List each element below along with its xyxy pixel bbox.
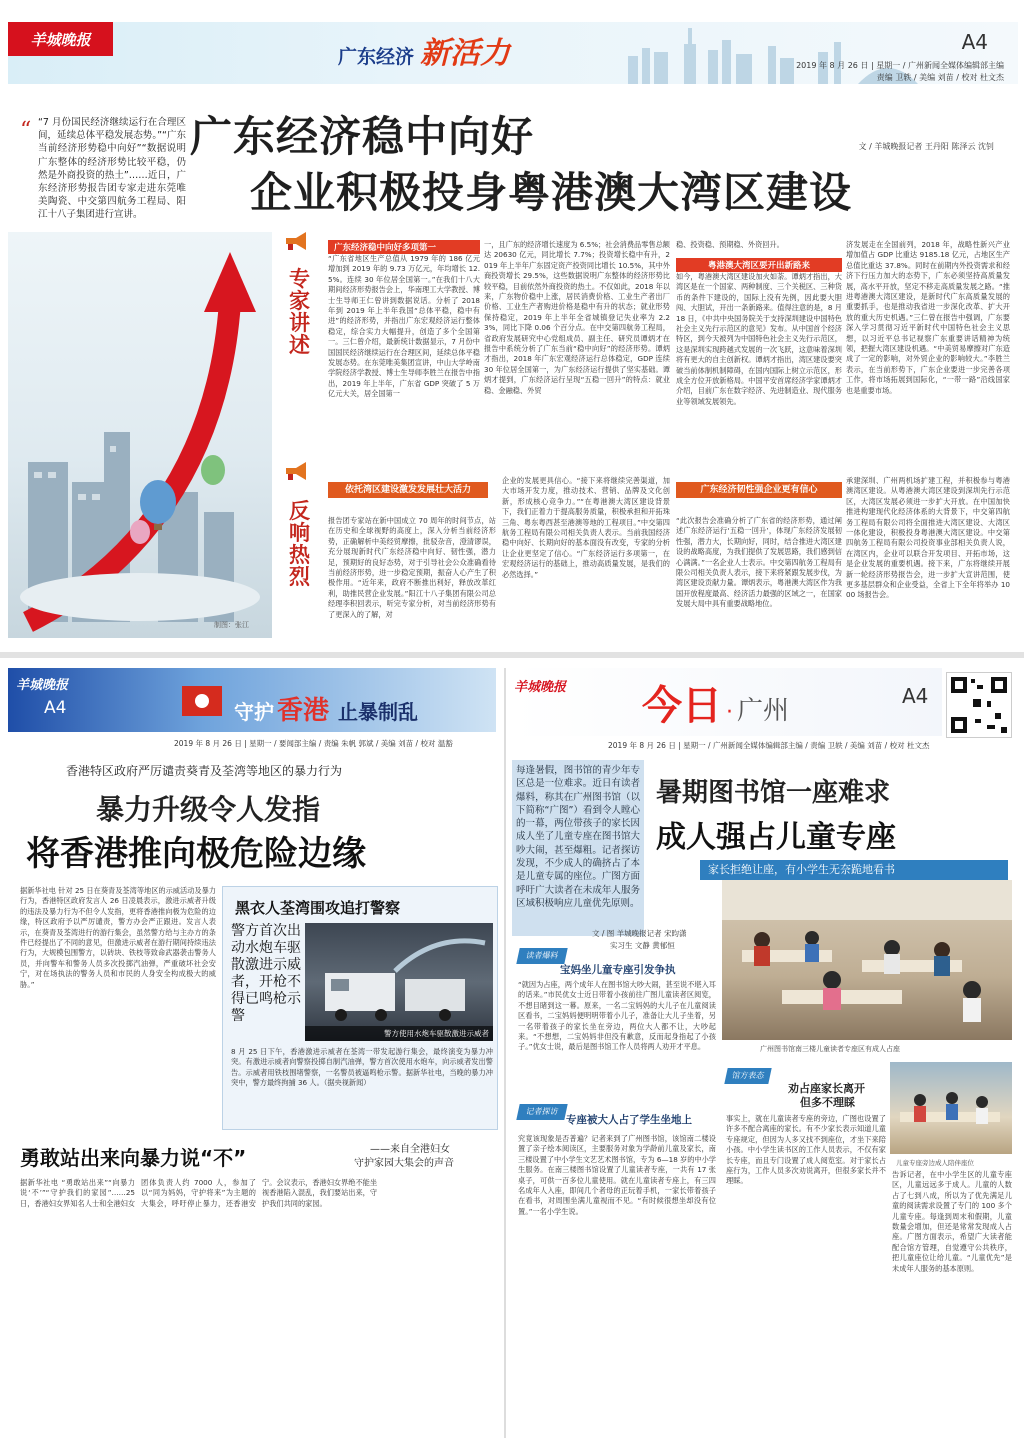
gz-photo-1-caption: 广州图书馆南三楼儿童读者专座区有成人占座	[760, 1045, 900, 1053]
gz-subhead-3b: 但多不理睬	[800, 1096, 855, 1109]
hk-headline-2: 将香港推向极危险边缘	[26, 834, 366, 874]
hk-page-number: A4	[44, 698, 67, 718]
gz-lead-box	[512, 760, 644, 936]
gz-byline-1: 文 / 图 羊城晚报记者 宋昀潇	[592, 929, 687, 938]
illustration-rising-arrow	[8, 232, 272, 638]
gz-section-banner	[512, 668, 942, 736]
hk-section-banner	[8, 668, 496, 732]
lead-paragraph: “7 月份国民经济继续运行在合理区间，延续总体平稳发展态势。”“广东当前经济形势稳中向好”“数据说明广东整体的经济形势比较平稳，仍然是外商投资的热土”……近日，广东经济形势报告团专家走进东莞唯美陶瓷、中交第四航务工程局、阳江十八子集团进行宣讲。	[38, 117, 186, 221]
gz-byline-2: 实习生 文静 黄郁恒	[610, 941, 675, 950]
hk-dateline: 2019 年 8 月 26 日 | 星期一 / 要闻部主编 / 责编 朱帆 郭斌 / 美编 刘苗 / 校对 温豁	[174, 739, 453, 748]
hk-box-title: 黑衣人荃湾围攻追打警察	[235, 899, 401, 917]
article-column-1: “广东省地区生产总值从 1979 年的 186 亿元增加到 2019 年的 9.73 万亿元，年均增长 12.5%。连续 30 年位居全国第一。”在我们十八大期间经济形势报告会上，华南理工大学教授、博士生导师王仁曾讲到数据说话。分析了 2018 年到 2019 年上半年我国“总体平稳，稳中有进”的经济形势，并指出广东宏观经济运行整体稳定，综合实力大幅提升，创造了多个全国第一。三仁曾介绍，最新统计数据显示，7 月份中国国民经济继续运行在合理区间，延续总体平稳发展态势。在东莞唯美集团宣讲，中山大学岭南学院经济学教授、博士生导师李胜兰在报告中指出，2019 年上半年，广东省 GDP 突破了 5 万亿元大关，居全国第一	[328, 254, 480, 399]
vertical-divider	[504, 668, 506, 1438]
hk-second-sub-2: 守护家园大集会的声音	[354, 1158, 454, 1169]
rising-arrow-graphic	[8, 232, 272, 638]
hk-kicker: 香港特区政府严厉谴责葵青及荃湾等地区的暴力行为	[66, 764, 343, 778]
hk-flag-graphic	[182, 686, 222, 716]
gz-page-number: A4	[902, 684, 929, 708]
hk-second-article: 据新华社电 “勇敢站出来”“向暴力说‘不’”“守护我们的家园”……25 日，香港妇女界知名人士和全港妇女团体负责人约 7000 人，参加了以“同为妈妈，守护将来”为主题的大集会，呼吁停止暴力，还香港安宁。会议表示，香港妇女界绝不能坐视香港陷入混乱，我们要站出来，守护我们共同的家园。	[20, 1178, 378, 1208]
article-column-5: 报告团专家站在新中国成立 70 周年的时间节点，站在历史和全球视野的高度上，深入分析当前经济形势，正确解析中美经贸摩擦，批驳杂音，澄清谬误，充分展现新时代广东经济稳中向好、韧性强，潜力足，预期好的良好态势，对于引导社会公众准确看待当前经济形势，进一步稳定预期，振奋人心产生了积极作用。“近年来，政府不断推出利好，释放改革红利，助推民营企业发展。”阳江十八子集团有限公司总经理李积回表示，听完专家分析，对当前经济形势有了更深入的了解，对	[328, 516, 496, 619]
illustration-credit: 制图：张江	[214, 621, 249, 629]
gz-logo	[514, 676, 566, 695]
newspaper-logo	[8, 22, 113, 56]
hk-photo-caption: 警方使用水炮车驱散激进示威者	[305, 1026, 493, 1041]
gz-dateline: 2019 年 8 月 26 日 | 星期一 / 广州新闻全媒体编辑部主编 / 责编 卫轶 / 美编 刘苗 / 校对 杜文杰	[608, 741, 930, 750]
gz-article-part-1: “就因为占座，两个成年人在图书馆大吵大闹，甚至说不堪入耳的话来。”市民优女士近日带着小孩前往广图儿童读者区阅览，不想目睹到这一幕。原来，一名二宝妈妈的大儿子在儿童阅读区看书，二宝妈妈便明明带着小儿子，准备让大儿子坐着，另一名带着孩子的家长坐在旁边，两位大人都不让，大吵起来。“不想想，二宝妈妈非但没有歉意，反而起身指起了小孩子。”优女士说，最后是图书馆工作人员将两人劝开才平息。	[518, 980, 716, 1052]
hk-box-text: 8 月 25 日下午，香港激进示威者在荃湾一带发起游行集会，最终演变为暴力冲突。有激进示威者向警察投掷自制汽油弹，警方首次使用水炮车，向示威者发出警告。示威者用铁枝围堵警察，一名警员被逼鸣枪示警。据新华社电，当晚的暴力冲突中，警方最终拘捕 36 人。（据央视新闻）	[231, 1047, 493, 1088]
seated-readers-graphic	[890, 1062, 1012, 1154]
article-column-6: 企业的发展更具信心。“接下来将继续完善渠道，加大市场开发力度，推动技术、营销、品牌及文化创新，形成核心竞争力。”“在粤港澳大湾区建设背景下，我们正着力于提高服务质量，积极承担和开拓珠三角、粤东粤西甚至港澳等地的工程项目。”中交第四航务工程局有限公司相关负责人表示。当前我国经济稳中向好、长期向好的基本面没有改变，专家的分析让企业更坚定了信心。“广东经济运行多项第一，在宏观经济运行的基础上，推动高质量发展，是我们的必然选择。”	[502, 476, 670, 579]
main-headline-line1: 广东经济稳中向好	[190, 112, 535, 161]
side-heading-expert: 专家讲述	[289, 266, 310, 357]
hk-logo-text: 羊城晚报	[16, 678, 69, 693]
subhead-2: 粤港澳大湾区要开出新路来	[676, 258, 842, 272]
hk-second-headline: 勇敢站出来向暴力说“不”	[20, 1146, 247, 1170]
article-column-2: 一，且广东的经济增长速度为 6.5%；社会消费品零售总额达 20630 亿元，同比增长 7.7%；投资增长稳中有升，2019 年上半年广东固定资产投资同比增长 10.5%，其中外商投资增长 29.5%，这些数据说明广东整体的经济形势比较平稳，目前依然外商投资的热土。不仅如此，2018 年以来，广东物价稳中上涨，居民消费价格、工业生产者出厂价格、工业生产者购进价格是稳中有升的状态；就业形势保持稳定，2019 年上半年全省城镇登记失业率为 2.23%，同比下降 0.06 个百分点。在中交第四航务工程局，省政府发展研究中心党组成员、副主任、研究员谭炳才在报告中系统分析了广东当前“稳中向好”的经济形势。谭炳才指出，2018 年广东宏观经济运行总体稳定，GDP 连续 30 年位居全国第一，为广东经济运行提供了坚实基础。谭炳才提到，广东经济运行呈现“五稳一回升”的特点：就业稳、金融稳、外贸	[484, 240, 670, 395]
hk-box-subtitle: 警方首次出动水炮车驱散激进示威者，开枪不得已鸣枪示警	[231, 923, 301, 1023]
gz-subhead: 家长拒绝让座，有小学生无奈跪地看书	[700, 860, 1008, 880]
hk-logo	[16, 674, 68, 693]
byline: 文 / 羊城晚报记者 王丹阳 陈泽云 沈钊	[858, 142, 994, 151]
subhead-1: 广东经济稳中向好多项第一	[328, 240, 480, 254]
section-name: 广东经济	[338, 46, 415, 68]
gz-headline-2: 成人强占儿童专座	[656, 820, 896, 855]
water-cannon-graphic	[305, 923, 493, 1041]
section-divider	[0, 652, 1024, 658]
article-column-7: “此次报告会准确分析了广东省的经济形势，通过阐述广东经济运行‘五稳一回升’，体现广东经济发展韧性强，潜力大，长期向好，同时，结合推进大湾区建设的战略高度，为我们提供了发展思路，我们感到信心满满。”一名企业人士表示。中交第四航务工程局有限公司相关负责人表示，接下来将紧跟发展步伐，为湾区建设贡献力量。谭炳表示，粤港澳大湾区作为我国开放程度最高、经济活力最强的区域之一，在国家发展大局中具有重要战略地位。	[676, 516, 842, 609]
hk-section-tail: 止暴制乱	[338, 700, 419, 724]
article-column-3b: 如今，粤港澳大湾区建设加火如荼。谭炳才指出，大湾区是在一个国家、两种制度、三个关税区、三种货币的条件下建设的，国际上没有先例，因此要大胆闯、大胆试，开出一条新路来。值得注意的是，8 月 18 日，《中共中央国务院关于支持深圳建设中国特色社会主义先行示范区的意见》发布。从中国首个经济特区，到今天被列为中国特色社会主义先行示范区，这是深圳实现跨越式发展的一次飞跃，这意味着深圳将有更大的自主创新权。谭炳才指出，湾区建设要突破当前体制机制障碍，在国内国际上树立示范区，形成全方位开放新格局。中国平安首席经济学家谭炳才介绍，目前广东在数字经济、先进制造业、现代服务业等领域发展领先。	[676, 272, 842, 406]
article-column-4: 济发展走在全国前列，2018 年，战略性新兴产业增加值占 GDP 比重达 9185.18 亿元，占地区生产总值比重达 37.8%。同时在前期内外投资需求和经济下行压力加大的态势下，广东必须坚持高质量发展，高水平开放，坚定不移走高质量发展之路。“推进粤港澳大湾区建设，是新时代广东高质量发展的重要抓手，也是推动我省进一步深化改革、扩大开放的重大历史机遇。”三仁曾在报告中强调，广东要深入学习贯彻习近平新时代中国特色社会主义思想，以习近平总书记视察广东重要讲话精神为统领，把握大湾区建设机遇。“中美贸易摩擦对广东造成了一定的影响，对外贸企业的影响较大。”李胜兰表示，在当前形势下，广东企业要进一步完善各项工作，将市场拓展到国际化，“一带一路”沿线国家也是重要市场。	[846, 240, 1010, 395]
gz-article-part-4: 告诉记者，在中小学生区的儿童专座区，儿童远远多于成人。儿童的人数占了七到八成，所以为了优先满足儿童的阅读需求设置了专门的 100 多个儿童专座。每逢到周末和假期，儿童数量会增加，但还是常常发现成人占座。广图方面表示，希望广大读者能配合馆方管理，自觉遵守公共秩序，把儿童座位让给儿童。“儿童优先”是未成年人服务的基本原则。	[892, 1170, 1012, 1273]
hk-section-name: 守护	[234, 700, 274, 724]
gz-article-part-3: 事实上，就在儿童读者专座的旁边，广图也设置了许多不配合离座的家长。有不少家长表示知道儿童专座规定，但因为人多又找不到座位，才坐下来陪小孩。中小学生读书区的工作人员表示，不仅有家长专座，而且专门设置了成人阅览室。对于家长占座行为，工作人员多次劝说离开，但很多家长并不理睬。	[726, 1114, 886, 1186]
gz-subhead-1: 宝妈坐儿童专座引发争执	[560, 964, 676, 976]
article-column-8: 承建深圳、广州两机场扩建工程，并积极参与粤港澳湾区建设。从粤港澳大湾区建设到深圳先行示范区，大湾区发展必须进一步扩大开放。在中国加快推进构建现代化经济体系的大背景下，中交第四航务工程局有限公司将全面推进大湾区建设、大湾区一体化建设，积极投身粤港澳大湾区建设。中交第四航务工程局有限公司投资事业部相关负责人说，在湾区内，企业可以联合开发项目、开拓市场，这是企业发展的重要机遇。接下来，广东将继续开展新一轮经济形势报告会，进一步扩大宣讲范围，使更多基层群众和企业受益，全省上下全年将举办 1000 场报告会。	[846, 476, 1010, 600]
staff-credits: 责编 卫轶 / 美编 刘苗 / 校对 杜文杰	[876, 73, 1004, 82]
gz-section-city: 广州	[737, 696, 790, 726]
gz-section-title: 今日 · 广州	[642, 674, 789, 731]
hk-article-column-1: 据新华社电 针对 25 日在葵青及荃湾等地区的示威活动及暴力行为，香港特区政府发言人 26 日凌晨表示，激进示威者升级的违法及暴力行为不但令人发指，更将香港推向极为危险的边缘，特区政府予以严厉谴责，警方办会严正跟进。发言人表示，在葵青及荃湾进行的游行集会，虽然警方给与主办方的条件已经提出了不同的意见，但激进示威者在游行期间持续违法行为，大规模包围警方，以砖块、铁枝等致命武器袭击警务人员，并向警车和警务人员多次投掷汽油弹，严重破坏社会安宁，对在场执法的警务人员和市民的人身安全构成极大的威胁。”	[20, 886, 216, 989]
subhead-4: 广东经济韧性强企业更有信心	[676, 482, 842, 498]
page-number: A4	[961, 30, 988, 54]
logo-text: 羊城晚报	[30, 30, 91, 49]
gz-library-photo	[722, 880, 1012, 1040]
quote-mark: “	[20, 118, 32, 143]
megaphone-icon	[284, 460, 310, 482]
section-title	[338, 28, 510, 72]
hk-section-accent: 香港	[277, 696, 330, 726]
gz-tag-reader-report: 读者爆料	[516, 948, 567, 964]
gz-headline-1: 暑期图书馆一座难求	[656, 778, 891, 808]
gz-library-photo-2	[890, 1062, 1012, 1154]
gz-logo-text: 羊城晚报	[514, 680, 567, 695]
hk-boxed-story	[222, 886, 498, 1130]
hk-water-cannon-photo	[305, 923, 493, 1041]
gz-photo-2-caption: 儿童专座旁边成人陪伴座位	[896, 1159, 974, 1167]
library-reading-area-graphic	[722, 880, 1012, 1040]
gz-article-part-2: 究竟该现象是否普遍？记者来到了广州图书馆，该馆南二楼设置了亲子绘本阅读区，主要服务对象为学龄前儿童及家长，南三楼设置了中小学生文艺艺术图书馆，专为 6—18 岁的中小学生服务。在南三楼图书馆设置了儿童读者专座，一共有 17 张桌子，可供一百多位儿童使用。就在儿童读者专座上，有三四名成年人入座，即间几个者母的正玩着手机，一家长带着孩子在看书，对周围坐满儿童视而不见。“有时候很想坐却没有位置。”一名小学生说。	[518, 1134, 716, 1216]
gz-subhead-3a: 劝占座家长离开	[788, 1082, 865, 1095]
gz-lead-paragraph: 每逢暑假，图书馆的青少年专区总是一位难求。近日有读者爆料，称其在广州图书馆（以下简称“广图”）看到令人瞠心的一幕，两位带孩子的家长因成人坐了儿童专座在图书馆大吵大闹，甚至爆粗。记者探访发现，不少成人的确挤占了本是儿童专属的座位。广图方面呼吁广大读者在未成年人服务区域积极响应儿童优先原则。	[516, 765, 640, 909]
gz-subhead-2: 专座被大人占了学生坐地上	[566, 1114, 692, 1126]
megaphone-icon	[284, 230, 310, 252]
qr-code-icon[interactable]	[946, 672, 1012, 738]
main-headline-line2: 企业积极投身粤港澳大湾区建设	[250, 168, 853, 217]
dateline: 2019 年 8 月 26 日 | 星期一 / 广州新闻全媒体编辑部主编	[796, 61, 1004, 70]
gz-tag-reporter-visit: 记者探访	[516, 1104, 567, 1120]
side-heading-response: 反响热烈	[289, 498, 310, 589]
gz-section-today: 今日	[642, 683, 722, 729]
hk-second-sub-1: ——来自全港妇女	[370, 1144, 450, 1155]
gz-tag-library-response: 馆方表态	[724, 1068, 771, 1084]
section-accent: 新活力	[420, 36, 511, 71]
hk-headline-1: 暴力升级令人发指	[96, 793, 321, 826]
subhead-3: 依托湾区建设激发发展壮大活力	[328, 482, 488, 498]
article-column-3: 稳、投资稳、预期稳、外资回升。	[676, 240, 784, 249]
hk-section-title	[234, 690, 418, 727]
header-banner	[8, 22, 1018, 84]
